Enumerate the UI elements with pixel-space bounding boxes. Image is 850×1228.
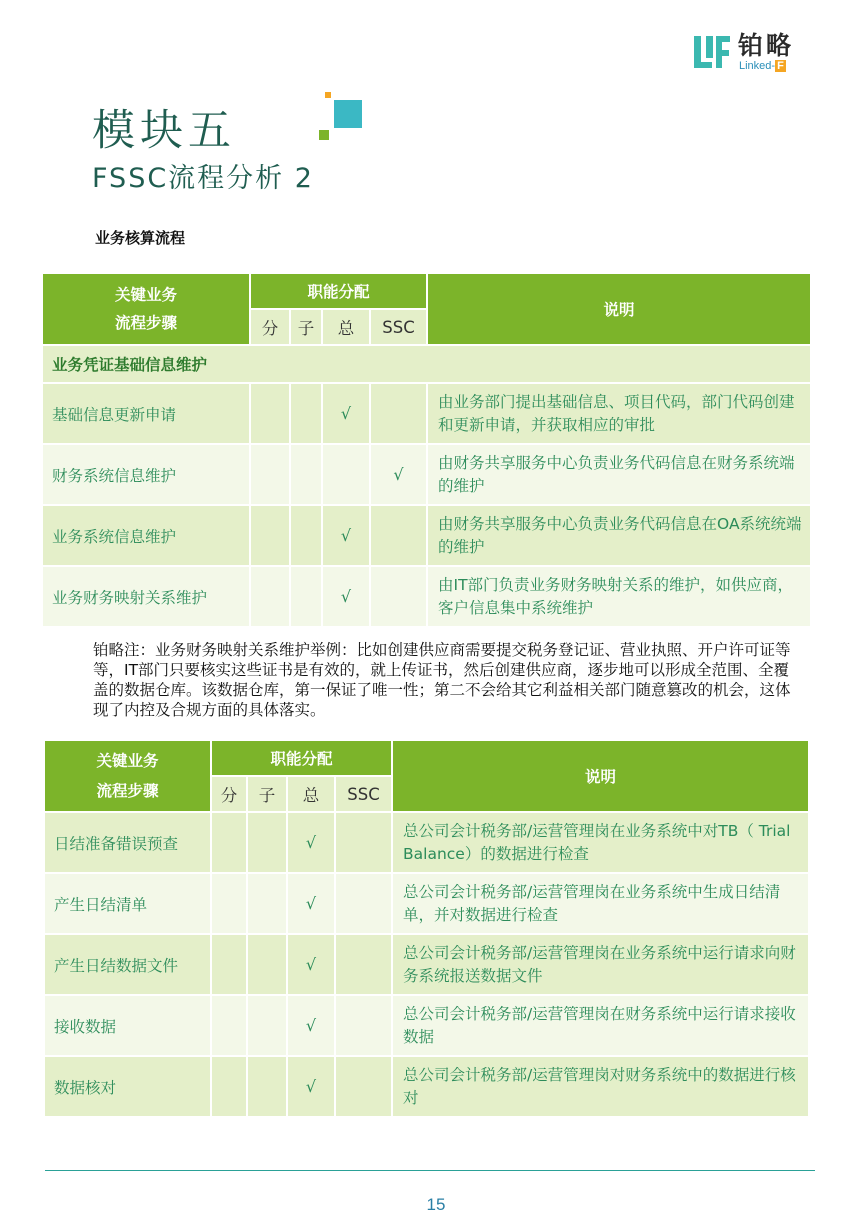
table-row	[44, 1056, 809, 1117]
header-role-branch: 分	[211, 776, 247, 812]
mark-cell	[290, 566, 322, 627]
header-role-head: 总	[322, 309, 370, 345]
mark-cell	[335, 812, 392, 873]
logo-mark-icon	[692, 34, 732, 72]
brand-logo	[692, 32, 812, 74]
mark-cell: √	[322, 505, 370, 566]
mark-cell	[370, 566, 427, 627]
mark-cell	[211, 873, 247, 934]
desc-cell: 总公司会计税务部/运营管理岗在业务系统中运行请求向财务系统报送数据文件	[392, 934, 809, 995]
section-title: 业务核算流程	[95, 229, 186, 247]
step-cell: 财务系统信息维护	[42, 444, 250, 505]
mark-cell	[247, 995, 287, 1056]
mark-cell	[335, 934, 392, 995]
mark-cell	[250, 566, 290, 627]
header-role-head: 总	[287, 776, 335, 812]
header-role-subsidiary: 子	[290, 309, 322, 345]
header-role-subsidiary: 子	[247, 776, 287, 812]
table-row	[44, 995, 809, 1056]
table-row	[44, 812, 809, 873]
brand-name-cn: 铂略	[738, 31, 795, 60]
mark-cell: √	[322, 383, 370, 444]
table-row	[42, 566, 811, 627]
desc-cell: 由财务共享服务中心负责业务代码信息在OA系统统端的维护	[427, 505, 811, 566]
header-role-group: 职能分配	[211, 740, 392, 776]
mark-cell	[250, 444, 290, 505]
header-step: 关键业务 流程步骤	[44, 740, 211, 812]
mark-cell: √	[287, 995, 335, 1056]
page-number: 15	[426, 1195, 446, 1214]
desc-cell: 由财务共享服务中心负责业务代码信息在财务系统端的维护	[427, 444, 811, 505]
mark-cell	[290, 505, 322, 566]
mark-cell	[250, 383, 290, 444]
footer-divider	[45, 1170, 815, 1171]
step-cell: 数据核对	[44, 1056, 211, 1117]
step-cell: 产生日结清单	[44, 873, 211, 934]
mark-cell	[290, 383, 322, 444]
header-role-group: 职能分配	[250, 273, 427, 309]
note-paragraph: 铂略注：业务财务映射关系维护举例：比如创建供应商需要提交税务登记证、营业执照、开户许可证等等，IT部门只要核实这些证书是有效的，就上传证书，然后创建供应商，逐步地可以形成全范围、全覆盖的数据仓库。该数据仓库，第一保证了唯一性；第二不会给其它利益相关部门随意篡改的机会，这体现了内控及合规方面的具体落实。	[93, 641, 791, 719]
step-cell: 接收数据	[44, 995, 211, 1056]
header-desc: 说明	[392, 740, 809, 812]
mark-cell: √	[287, 812, 335, 873]
table-row	[42, 505, 811, 566]
desc-cell: 总公司会计税务部/运营管理岗在业务系统中生成日结清单，并对数据进行检查	[392, 873, 809, 934]
mark-cell	[250, 505, 290, 566]
mark-cell	[335, 1056, 392, 1117]
mark-cell	[211, 1056, 247, 1117]
mark-cell	[370, 383, 427, 444]
mark-cell	[247, 873, 287, 934]
table-row	[44, 873, 809, 934]
table-row	[42, 444, 811, 505]
desc-cell: 由IT部门负责业务财务映射关系的维护，如供应商，客户信息集中系统维护	[427, 566, 811, 627]
table-row	[44, 934, 809, 995]
mark-cell	[370, 505, 427, 566]
mark-cell: √	[370, 444, 427, 505]
header-role-ssc: SSC	[335, 776, 392, 812]
mark-cell: √	[287, 873, 335, 934]
mark-cell	[211, 995, 247, 1056]
mark-cell	[322, 444, 370, 505]
desc-cell: 总公司会计税务部/运营管理岗在财务系统中运行请求接收数据	[392, 995, 809, 1056]
header-desc: 说明	[427, 273, 811, 345]
mark-cell	[290, 444, 322, 505]
module-title: 模块五	[92, 106, 236, 156]
group-row: 业务凭证基础信息维护	[42, 345, 811, 383]
mark-cell	[335, 995, 392, 1056]
step-cell: 业务财务映射关系维护	[42, 566, 250, 627]
deco-square-green	[319, 130, 329, 140]
desc-cell: 总公司会计税务部/运营管理岗在业务系统中对TB（ Trial Balance）的数据进行检查	[392, 812, 809, 873]
table-row	[42, 383, 811, 444]
brand-name-en: Linked- F	[739, 60, 784, 72]
step-cell: 日结准备错误预查	[44, 812, 211, 873]
desc-cell: 由业务部门提出基础信息、项目代码，部门代码创建和更新申请，并获取相应的审批	[427, 383, 811, 444]
module-subtitle: FSSC流程分析 2	[92, 163, 314, 194]
mark-cell: √	[322, 566, 370, 627]
step-cell: 基础信息更新申请	[42, 383, 250, 444]
process-table-2	[43, 739, 810, 1118]
mark-cell	[247, 812, 287, 873]
header-role-branch: 分	[250, 309, 290, 345]
deco-square-orange	[325, 92, 331, 98]
mark-cell	[247, 934, 287, 995]
process-table-1	[41, 272, 812, 628]
mark-cell	[211, 934, 247, 995]
mark-cell	[247, 1056, 287, 1117]
step-cell: 产生日结数据文件	[44, 934, 211, 995]
header-role-ssc: SSC	[370, 309, 427, 345]
desc-cell: 总公司会计税务部/运营管理岗对财务系统中的数据进行核对	[392, 1056, 809, 1117]
mark-cell	[335, 873, 392, 934]
deco-square-teal	[334, 100, 362, 128]
mark-cell: √	[287, 934, 335, 995]
header-step: 关键业务 流程步骤	[42, 273, 250, 345]
step-cell: 业务系统信息维护	[42, 505, 250, 566]
mark-cell	[211, 812, 247, 873]
mark-cell: √	[287, 1056, 335, 1117]
